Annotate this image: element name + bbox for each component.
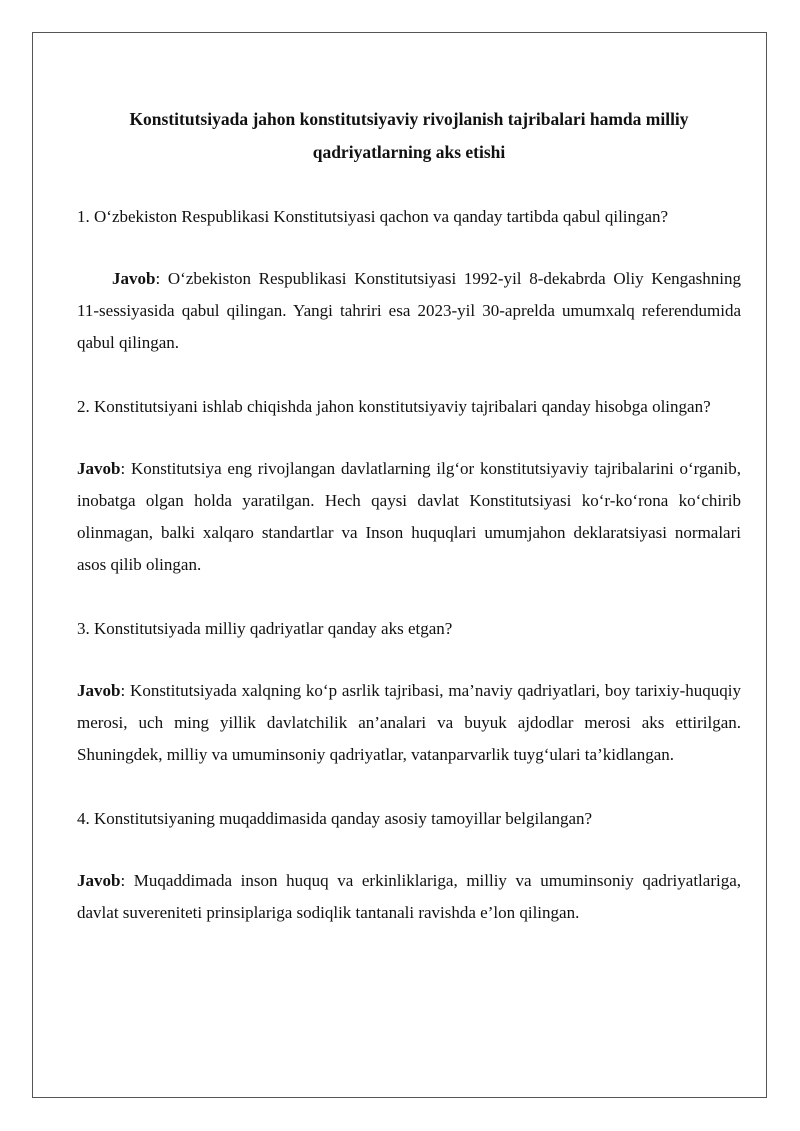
document-title: Konstitutsiyada jahon konstitutsiyaviy rivojlanish tajribalari hamda milliy qadriyatlarning aks etishi [129, 109, 689, 162]
answer-text: : O‘zbekiston Respublikasi Konstitutsiyasi 1992-yil 8-dekabrda Oliy Kengashning 11-sessiyasida qabul qilingan. Yangi tahriri esa 2023-yil 30-aprelda umumxalq referendumida qabul qilingan. [77, 269, 741, 352]
question-4: 4. Konstitutsiyaning muqaddimasida qanday asosiy tamoyillar belgilangan? [77, 809, 593, 828]
answer-label: Javob [77, 459, 121, 478]
answer-3 [77, 675, 741, 771]
answer-4 [77, 865, 741, 929]
question-1: 1. O‘zbekiston Respublikasi Konstitutsiyasi qachon va qanday tartibda qabul qilingan? [77, 207, 669, 226]
answer-label: Javob [77, 871, 121, 890]
document-body [77, 103, 741, 929]
question-3: 3. Konstitutsiyada milliy qadriyatlar qanday aks etgan? [77, 619, 453, 638]
answer-text: : Muqaddimada inson huquq va erkinliklariga, milliy va umuminsoniy qadriyatlariga, davlat suvereniteti prinsiplariga sodiqlik tantanali ravishda e’lon qilingan. [77, 871, 741, 922]
question-2: 2. Konstitutsiyani ishlab chiqishda jahon konstitutsiyaviy tajribalari qanday hisobga olingan? [77, 397, 711, 416]
answer-label: Javob [112, 269, 156, 288]
answer-label: Javob [77, 681, 121, 700]
answer-text: : Konstitutsiyada xalqning ko‘p asrlik tajribasi, ma’naviy qadriyatlari, boy tarixiy-huquqiy merosi, uch ming yillik davlatchilik an’analari va buyuk ajdodlar merosi aks ettirilgan. Shuningdek, milliy va umuminsoniy qadriyatlar, vatanparvarlik tuyg‘ulari ta’kidlangan. [77, 681, 741, 764]
answer-1 [77, 263, 741, 359]
answer-text: : Konstitutsiya eng rivojlangan davlatlarning ilg‘or konstitutsiyaviy tajribalarini o‘rganib, inobatga olgan holda yaratilgan. Hech qaysi davlat Konstitutsiyasi ko‘r-ko‘rona ko‘chirib olinmagan, balki xalqaro standartlar va Inson huquqlari umumjahon deklaratsiyasi normalari asos qilib olingan. [77, 459, 741, 574]
answer-2 [77, 453, 741, 581]
